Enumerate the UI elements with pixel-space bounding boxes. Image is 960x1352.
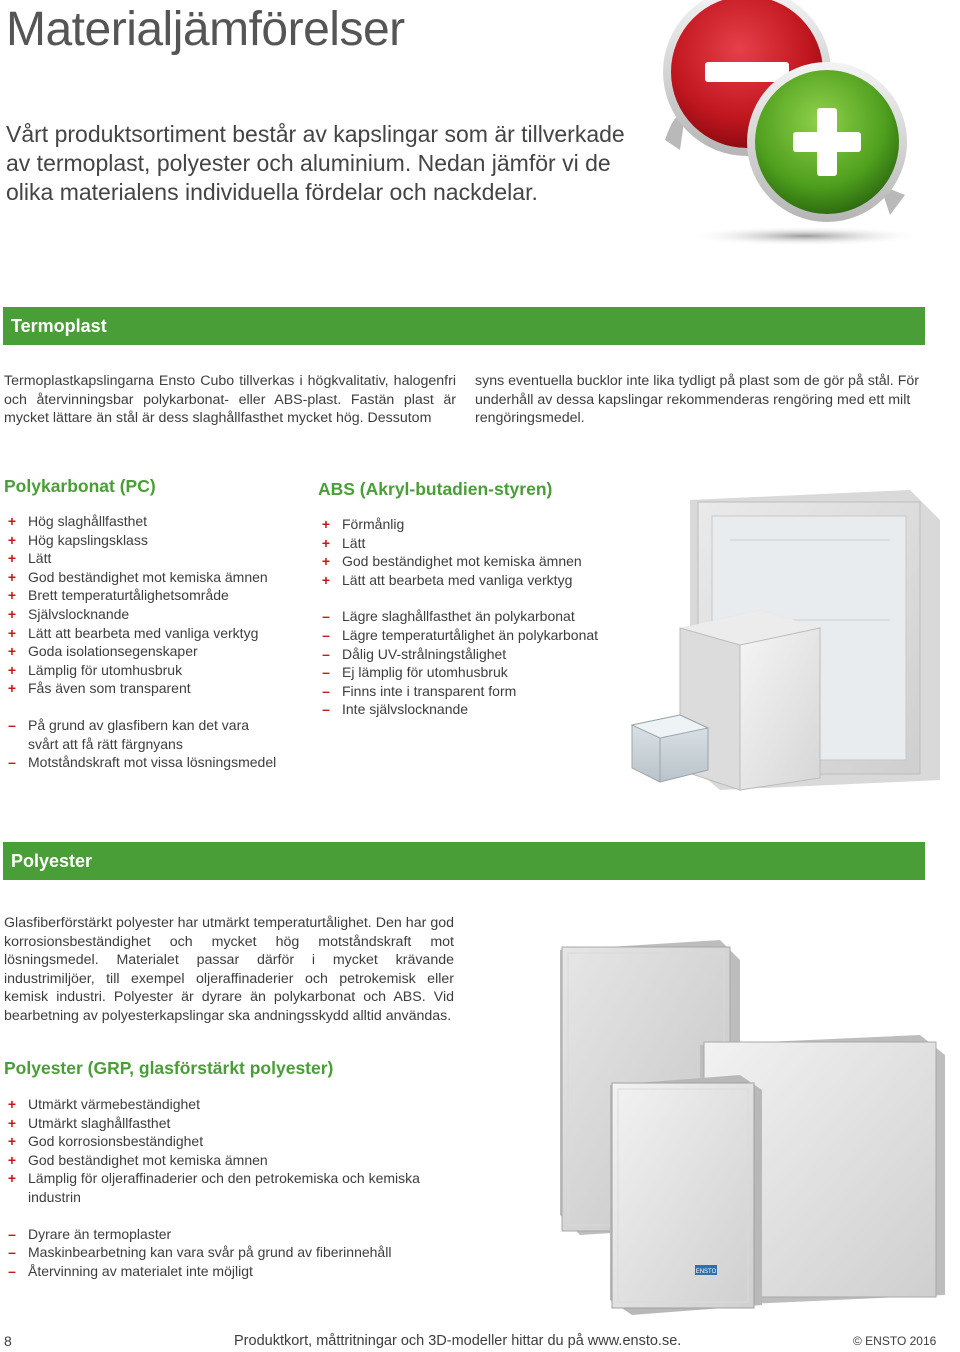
plus-icon: + bbox=[7, 643, 17, 660]
pro-item bbox=[4, 605, 304, 624]
plus-icon: + bbox=[7, 550, 17, 567]
item-label: Goda isolationsegenskaper bbox=[28, 643, 198, 660]
grp-pros-list bbox=[4, 1095, 454, 1207]
con-item bbox=[318, 663, 638, 682]
con-item bbox=[318, 645, 638, 664]
plus-icon: + bbox=[7, 605, 17, 622]
minus-icon: – bbox=[322, 608, 330, 625]
plus-icon: + bbox=[321, 571, 331, 588]
con-item bbox=[4, 1225, 454, 1244]
thermoplastic-enclosures-image bbox=[620, 480, 960, 800]
pro-item bbox=[318, 515, 638, 534]
plus-icon: + bbox=[7, 680, 17, 697]
con-item bbox=[4, 753, 304, 772]
page-number: 8 bbox=[4, 1333, 12, 1349]
plus-icon: + bbox=[7, 587, 17, 604]
plus-icon: + bbox=[321, 534, 331, 551]
abs-cons-list bbox=[318, 607, 638, 719]
con-item bbox=[318, 607, 638, 626]
pro-item bbox=[4, 512, 304, 531]
pc-lists bbox=[4, 512, 304, 772]
item-label: God beständighet mot kemiska ämnen bbox=[342, 553, 582, 570]
item-label: Lätt bbox=[28, 550, 52, 567]
item-label: Maskinbearbetning kan vara svår på grund av fiberinnehåll bbox=[28, 1244, 392, 1261]
minus-icon: – bbox=[322, 701, 330, 718]
pro-item bbox=[4, 549, 304, 568]
minus-icon: – bbox=[8, 754, 16, 771]
pro-item bbox=[318, 552, 638, 571]
item-label: Förmånlig bbox=[342, 516, 405, 532]
section-heading-termoplast: Termoplast bbox=[3, 307, 925, 345]
item-label: Återvinning av materialet inte möjligt bbox=[28, 1262, 253, 1279]
item-label: Lägre slaghållfasthet än polykarbonat bbox=[342, 608, 575, 625]
polyester-enclosures-image bbox=[540, 925, 960, 1320]
con-item bbox=[4, 1262, 454, 1281]
item-label: Finns inte i transparent form bbox=[342, 682, 517, 699]
minus-icon: – bbox=[322, 645, 330, 662]
copyright: © ENSTO 2016 bbox=[853, 1334, 937, 1348]
polyester-text: Glasfiberförstärkt polyester har utmärkt temperaturtålighet. Den har god korrosionsbeständighet och mycket hög motståndskraft mot lösningsmedel. Materialet passar därför i mycket krävande industrimiljöer, till exempel oljeraffinaderier och petrokemisk eller kemisk industri. Polyester är dyrare än polykarbonat och ABS. Vid bearbetning av polyesterkapslingar ska andningsskydd alltid användas. bbox=[4, 915, 454, 1024]
minus-icon: – bbox=[322, 682, 330, 699]
page-title: Materialjämförelser bbox=[6, 3, 405, 56]
pro-item bbox=[4, 1169, 448, 1206]
item-label: Lämplig för oljeraffinaderier och den petrokemiska och kemiska industrin bbox=[28, 1170, 420, 1205]
item-label: Hög slaghållfasthet bbox=[28, 513, 148, 529]
item-label: Lätt att bearbeta med vanliga verktyg bbox=[342, 571, 573, 588]
intro-text: Vårt produktsortiment består av kapslingar som är tillverkade av termoplast, polyester och aluminium. Nedan jämför vi de olika materialens individuella fördelar och nackdelar. bbox=[6, 121, 625, 205]
pro-item bbox=[4, 661, 304, 680]
con-item bbox=[318, 626, 638, 645]
item-label: Motståndskraft mot vissa lösningsmedel bbox=[28, 754, 277, 771]
minus-icon: – bbox=[322, 664, 330, 681]
con-item bbox=[4, 1243, 454, 1262]
item-label: Fås även som transparent bbox=[28, 680, 191, 697]
item-label: God beständighet mot kemiska ämnen bbox=[28, 1151, 268, 1168]
pro-item bbox=[4, 1151, 454, 1170]
pro-item bbox=[4, 624, 304, 643]
item-label: Ej lämplig för utomhusbruk bbox=[342, 664, 508, 681]
plus-icon: + bbox=[7, 1151, 17, 1168]
plus-icon: + bbox=[7, 568, 17, 585]
pro-item bbox=[4, 1114, 454, 1133]
abs-lists bbox=[318, 515, 638, 719]
abs-heading: ABS (Akryl-butadien-styren) bbox=[318, 479, 553, 499]
plus-icon: + bbox=[7, 624, 17, 641]
pc-pros-list bbox=[4, 512, 304, 698]
item-label: Utmärkt slaghållfasthet bbox=[28, 1114, 171, 1131]
section-heading-polyester: Polyester bbox=[3, 842, 925, 880]
minus-icon: – bbox=[8, 716, 16, 733]
pro-item bbox=[4, 642, 304, 661]
item-label: Lämplig för utomhusbruk bbox=[28, 661, 183, 678]
ensto-logo: ENSTO bbox=[695, 1269, 717, 1275]
plus-icon: + bbox=[321, 553, 331, 570]
item-label: På grund av glasfibern kan det vara svårt att få rätt färgnyans bbox=[28, 716, 250, 752]
item-label: Självslocknande bbox=[28, 605, 130, 622]
item-label: Brett temperaturtålighetsområde bbox=[28, 587, 229, 604]
termoplast-text-col2: syns eventuella bucklor inte lika tydligt på plast som de gör på stål. För underhåll av dessa kapslingar rekommenderas rengöring med ett milt rengöringsmedel. bbox=[475, 373, 919, 427]
item-label: God beständighet mot kemiska ämnen bbox=[28, 568, 268, 585]
plus-icon: + bbox=[7, 1170, 17, 1187]
grp-lists bbox=[4, 1095, 454, 1280]
pro-item bbox=[4, 679, 304, 698]
pro-item bbox=[318, 571, 638, 590]
pros-cons-bubbles-illustration bbox=[655, 0, 925, 250]
pro-item bbox=[4, 1095, 454, 1114]
item-label: Inte självslocknande bbox=[342, 701, 469, 718]
minus-icon: – bbox=[322, 626, 330, 643]
minus-icon: – bbox=[8, 1262, 16, 1279]
plus-icon: + bbox=[7, 1096, 17, 1112]
item-label: Lägre temperaturtålighet än polykarbonat bbox=[342, 626, 599, 643]
grp-cons-list bbox=[4, 1225, 454, 1281]
item-label: Lätt bbox=[342, 534, 366, 551]
termoplast-text-col1: Termoplastkapslingarna Ensto Cubo tillverkas i högkvalitativ, halogenfri och återvinningsbar polykarbonat- eller ABS-plast. Fastän plast är mycket lättare än stål är dess slaghållfasthet mycket hög. Dessutom bbox=[4, 373, 456, 427]
abs-pros-list bbox=[318, 515, 638, 589]
item-label: Utmärkt värmebeständighet bbox=[28, 1096, 200, 1112]
plus-icon: + bbox=[7, 1114, 17, 1131]
item-label: Lätt att bearbeta med vanliga verktyg bbox=[28, 624, 259, 641]
pro-item bbox=[4, 568, 304, 587]
pro-item bbox=[4, 531, 304, 550]
plus-icon: + bbox=[321, 516, 331, 532]
plus-icon: + bbox=[7, 531, 17, 548]
plus-icon: + bbox=[7, 661, 17, 678]
item-label: Hög kapslingsklass bbox=[28, 531, 148, 548]
minus-icon: – bbox=[8, 1225, 16, 1242]
plus-icon: + bbox=[7, 513, 17, 529]
plus-icon: + bbox=[7, 1133, 17, 1150]
con-item bbox=[4, 716, 263, 753]
con-item bbox=[318, 700, 638, 719]
pro-item bbox=[318, 534, 638, 553]
pc-cons-list bbox=[4, 716, 304, 772]
pc-heading: Polykarbonat (PC) bbox=[4, 476, 156, 496]
grp-heading: Polyester (GRP, glasförstärkt polyester) bbox=[4, 1058, 334, 1078]
con-item bbox=[318, 682, 638, 701]
item-label: Dyrare än termoplaster bbox=[28, 1225, 172, 1242]
pro-item bbox=[4, 1132, 454, 1151]
pro-item bbox=[4, 586, 304, 605]
item-label: Dålig UV-strålningstålighet bbox=[342, 645, 507, 662]
footer-text: Produktkort, måttritningar och 3D-modeller hittar du på www.ensto.se. bbox=[234, 1333, 682, 1349]
item-label: God korrosionsbeständighet bbox=[28, 1133, 204, 1150]
plus-bubble-icon bbox=[747, 62, 907, 222]
minus-icon: – bbox=[8, 1244, 16, 1261]
